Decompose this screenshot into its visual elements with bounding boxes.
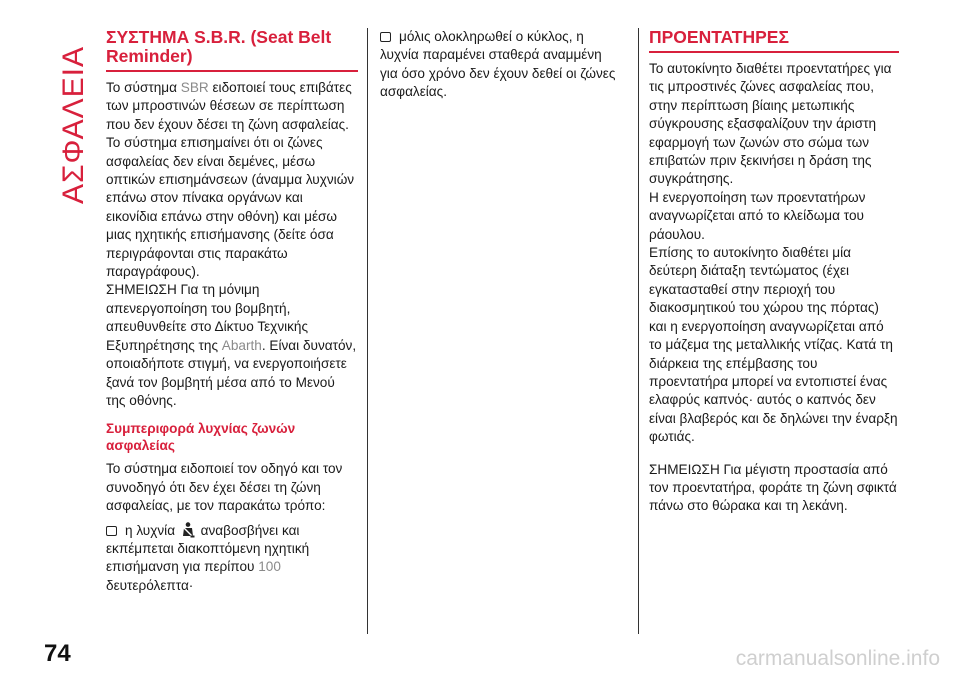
pretensioners-paragraph-2: Η ενεργοποίηση των προεντατήρων αναγνωρίζεται από το κλείδωμα του ράουλου.	[649, 189, 866, 242]
pretensioners-note: ΣΗΜΕΙΩΣΗ Για μέγιστη προστασία από τον προεντατήρα, φοράτε τη ζώνη σφικτά πάνω στο θώρακα και τη λεκάνη.	[649, 461, 897, 514]
side-label-text: ΑΣΦΑΛΕΙΑ	[57, 45, 90, 205]
watermark: carmanualsonline.info	[735, 647, 940, 670]
bullet-text: μόλις ολοκληρωθεί ο κύκλος, η λυχνία παραμένει σταθερά αναμμένη για όσο χρόνο δεν έχουν δεθεί οι ζώνες ασφαλείας.	[380, 29, 616, 100]
pretensioners-paragraph-3: Επίσης το αυτοκίνητο διαθέτει μία δεύτερη διάταξη τεντώματος (έχει εγκατασταθεί στην περιοχή του διακοσμητικού του χώρου της πόρτας) και η ενεργοποίηση αναγνωρίζεται από το μάζεμα της μεταλλικής ντίζας. Κατά τη διάρκεια της επέμβασης του προεντατήρα μπορεί να εντοπιστεί ένας ελαφρύς καπνός· αυτός ο καπνός δεν είναι βλαβερός και δε δηλώνει την έναρξη φωτιάς.	[649, 245, 898, 445]
note-text: . Είναι δυνατόν, οποιαδήποτε στιγμή, να ενεργοποιήσετε ξανά τον βομβητή μέσα από το Μενού της οθόνης.	[106, 337, 357, 408]
column-middle	[380, 28, 620, 102]
sbr-heading: ΣΥΣΤΗΜΑ S.B.R. (Seat Belt Reminder)	[106, 28, 358, 72]
column-right	[649, 28, 899, 516]
bullet-text: δευτερόλεπτα·	[106, 577, 194, 593]
bullet-text: η λυχνία	[125, 522, 176, 538]
duration-value: 100	[258, 559, 281, 575]
p1-text: Το σύστημα	[106, 80, 181, 95]
section-side-label	[52, 20, 96, 230]
bullet-item	[380, 28, 620, 102]
pretensioners-paragraph-1: Το αυτοκίνητο διαθέτει προεντατήρες για τις μπροστινές ζώνες ασφαλείας που, στην περίπτωση βίαιης μετωπικής σύγκρουσης εξασφαλίζουν την άριστη εφαρμογή των ζωνών στο σώμα των επιβατών πριν ξεκινήσει η δράση της συγκράτησης.	[649, 61, 892, 187]
checkbox-bullet-icon	[380, 32, 391, 42]
bullet-item	[106, 522, 358, 596]
checkbox-bullet-icon	[106, 526, 117, 536]
page-number: 74	[44, 640, 71, 667]
sbr-paragraph-2: Το σύστημα επισημαίνει ότι οι ζώνες ασφαλείας δεν είναι δεμένες, μέσω οπτικών επισημάνσεων (άναμμα λυχνιών επάνω στον πίνακα οργάνων και εικονίδια επάνω στην οθόνη) και μέσω μιας ηχητικής επισήμανσης (δείτε όσα περιγράφονται στις παρακάτω παραγράφους).	[106, 135, 355, 280]
pretensioners-heading: ΠΡΟΕΝΤΑΤΗΡΕΣ	[649, 28, 899, 53]
bullet-text: αναβοσβήνει και εκπέμπεται διακοπτόμενη ηχητική επισήμανση για περίπου	[106, 522, 310, 575]
brand-name: Abarth	[221, 337, 262, 353]
p1-text: ειδοποιεί τους επιβάτες των μπροστινών θέσεων σε περίπτωση που δεν έχουν δέσει τη ζώνη ασφαλείας.	[106, 80, 352, 132]
belt-lamp-subheading: Συμπεριφορά λυχνίας ζωνών ασφαλείας	[106, 421, 296, 454]
note-text: ΣΗΜΕΙΩΣΗ Για τη μόνιμη απενεργοποίηση του βομβητή, απευθυνθείτε στο Δίκτυο Τεχνικής Εξυπηρέτησης της	[106, 282, 309, 353]
column-divider	[638, 28, 639, 634]
column-divider	[367, 28, 368, 634]
seat-belt-warning-icon	[181, 522, 195, 538]
column-left	[106, 28, 358, 595]
belt-lamp-paragraph: Το σύστημα ειδοποιεί τον οδηγό και τον συνοδηγό ότι δεν έχει δέσει τη ζώνη ασφαλείας, με τον παρακάτω τρόπο:	[106, 461, 343, 514]
sbr-acronym: SBR	[180, 80, 209, 95]
sbr-paragraph-1	[106, 79, 358, 134]
sbr-note	[106, 281, 358, 410]
